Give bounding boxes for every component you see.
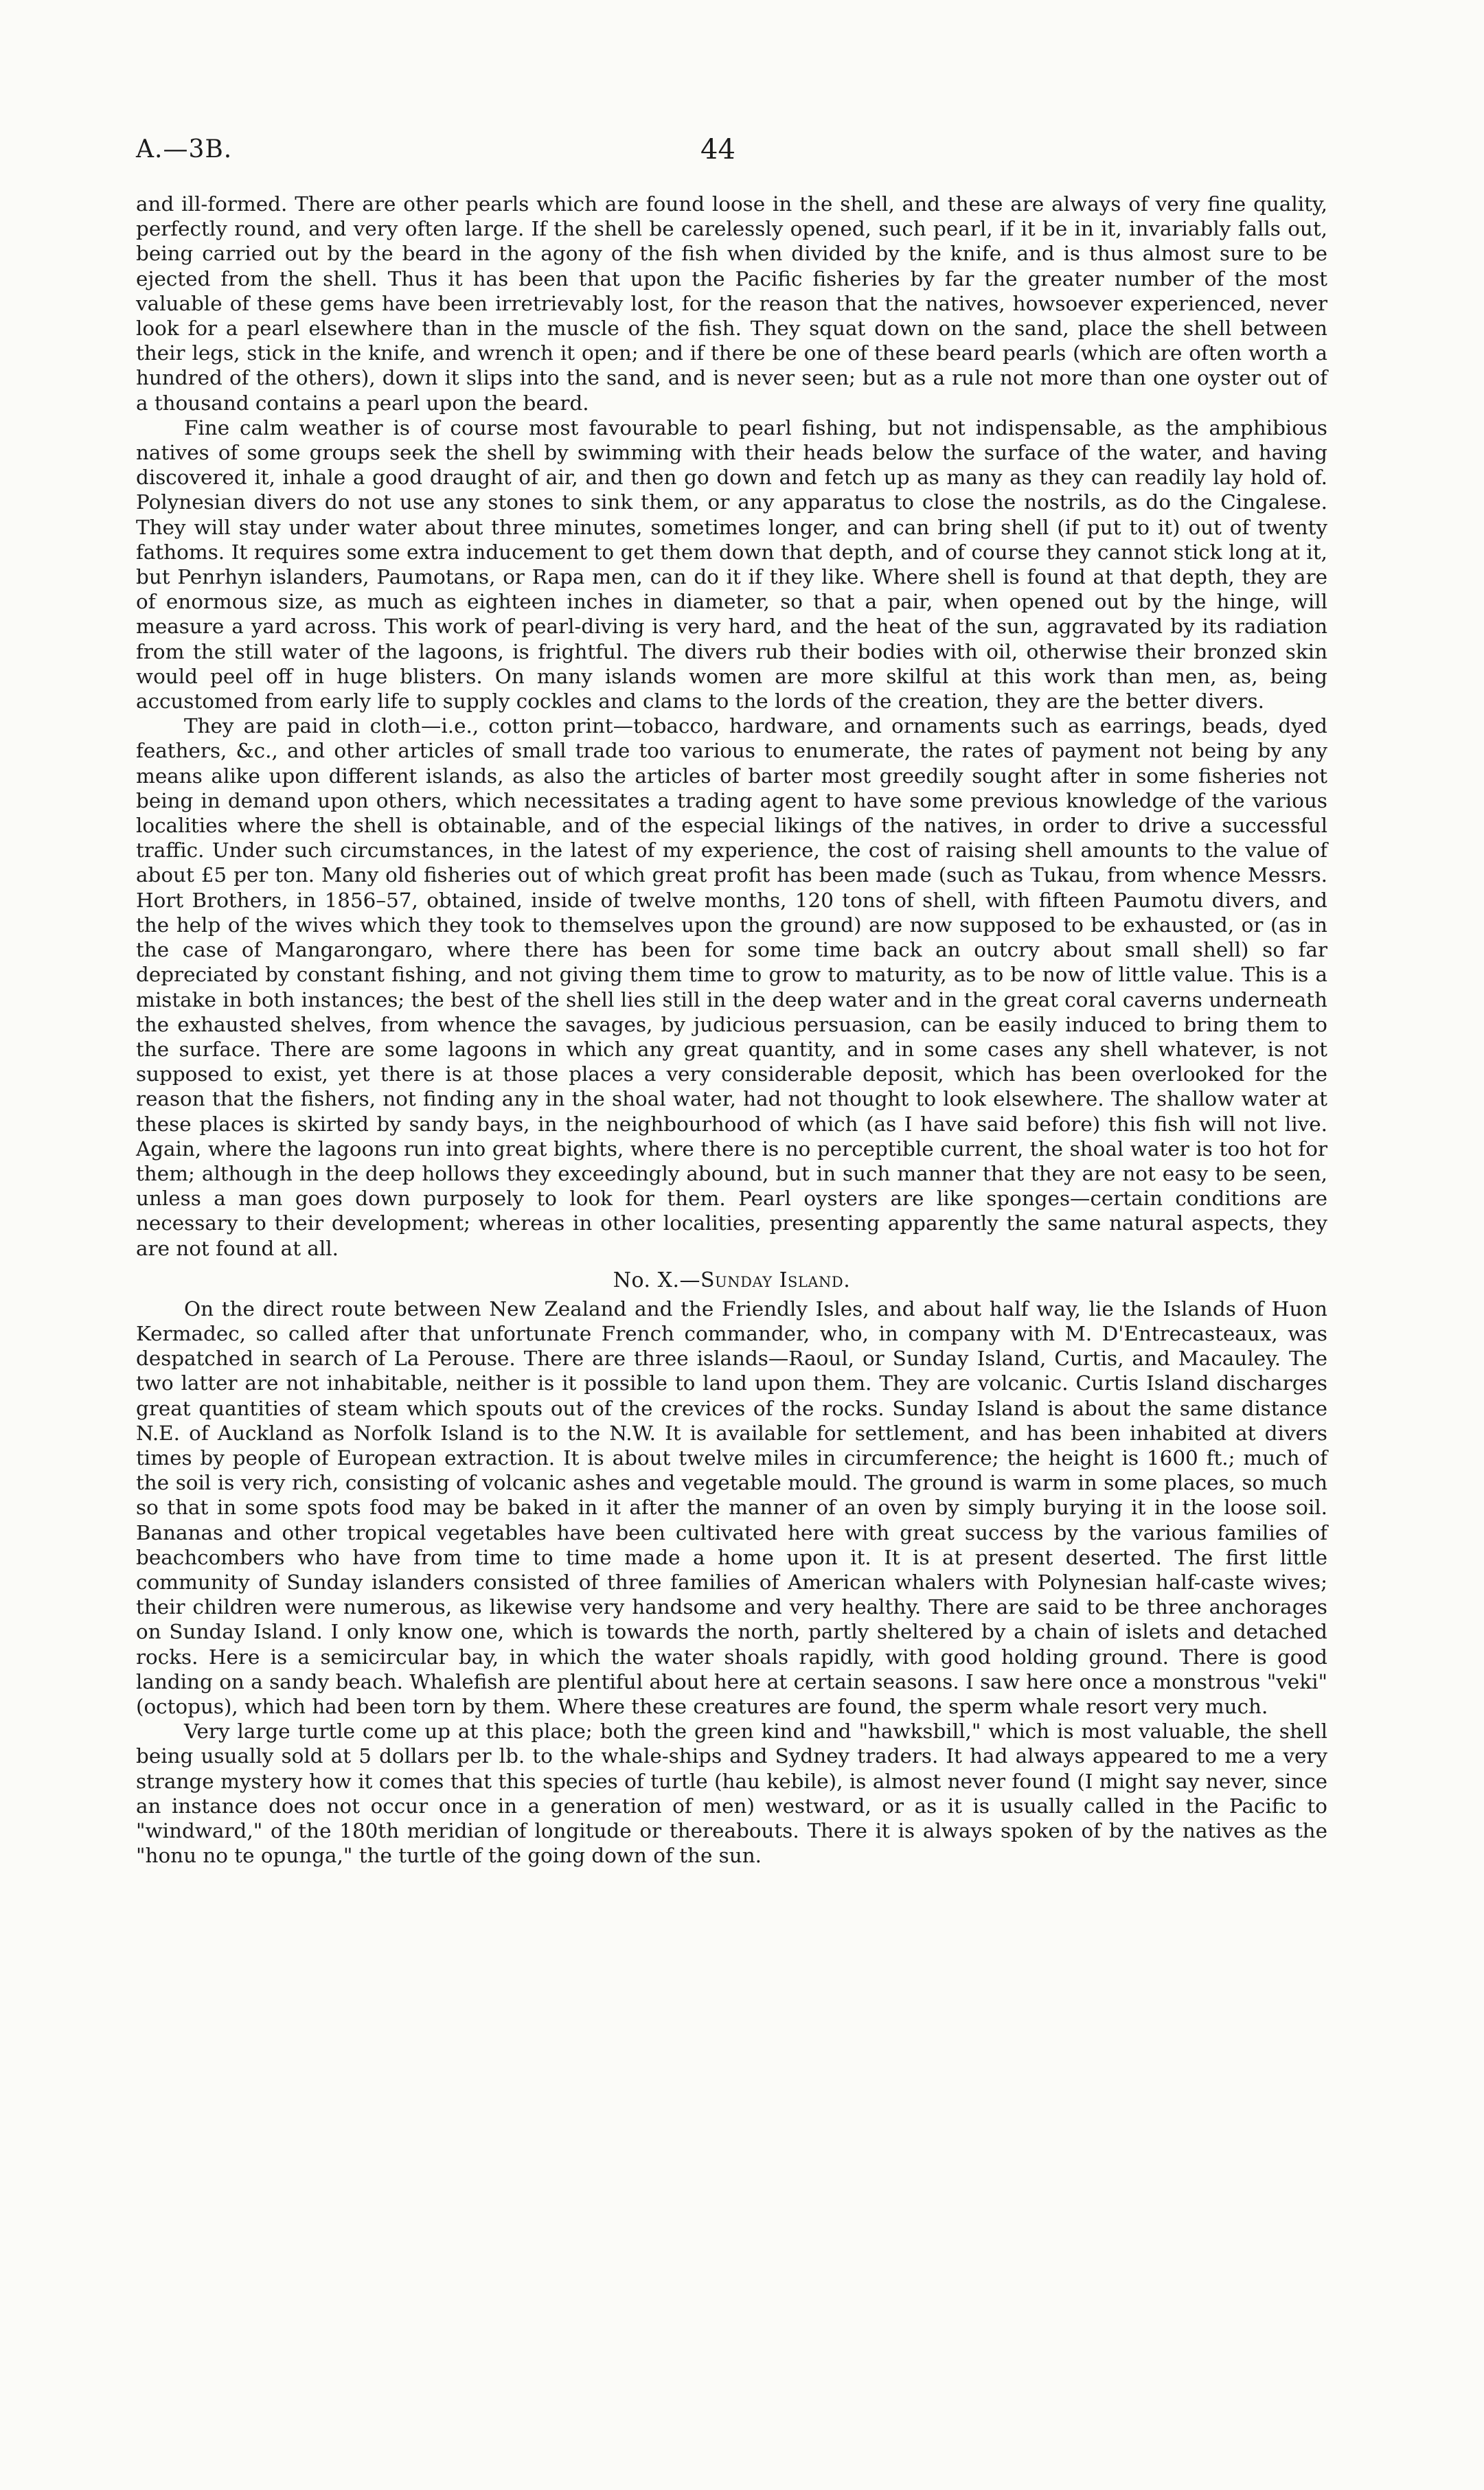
paragraph-continued: and ill-formed. There are other pearls which are found loose in the shell, and these are always of very fine quality, perfectly round, and very often large. If the shell be carelessly opened, such pearl, if it be in it, invariably falls out, being carried out by the beard in the agony of the fish when divided by the knife, and is thus almost sure to be ejected from the shell. Thus it has been that upon the Pacific fisheries by far the greater number of the most valuable of these gems have been irretrievably lost, for the reason that the natives, howsoever experienced, never look for a pearl elsewhere than in the muscle of the fish. They squat down on the sand, place the shell between their legs, stick in the knife, and wrench it open; and if there be one of these beard pearls (which are often worth a hundred of the others), down it slips into the sand, and is never seen; but as a rule not more than one oyster out of a thousand contains a pearl upon the beard. xyxy=(136,192,1327,415)
paragraph-pearl-diving: Fine calm weather is of course most favourable to pearl fishing, but not indispensable, as the amphibious natives of some groups seek the shell by swimming with their heads below the surface of the water, and having discovered it, inhale a good draught of air, and then go down and fetch up as many as they can readily lay hold of. Polynesian divers do not use any stones to sink them, or any apparatus to close the nostrils, as do the Cingalese. They will stay under water about three minutes, sometimes longer, and can bring shell (if put to it) out of twenty fathoms. It requires some extra inducement to get them down that depth, and of course they cannot stick long at it, but Penrhyn islanders, Paumotans, or Rapa men, can do it if they like. Where shell is found at that depth, they are of enormous size, as much as eighteen inches in diameter, so that a pair, when opened out by the hinge, will measure a yard across. This work of pearl-diving is very hard, and the heat of the sun, aggravated by its radiation from the still water of the lagoons, is frightful. The divers rub their bodies with oil, otherwise their bronzed skin would peel off in huge blisters. On many islands women are more skilful at this work than men, as, being accustomed from early life to supply cockles and clams to the lords of the creation, they are the better divers. xyxy=(136,415,1327,713)
document-page xyxy=(136,127,1327,1868)
paragraph-turtle: Very large turtle come up at this place; both the green kind and "hawksbill," which is most valuable, the shell being usually sold at 5 dollars per lb. to the whale-ships and Sydney traders. It had always appeared to me a very strange mystery how it comes that this species of turtle (hau kebile), is almost never found (I might say never, since an instance does not occur once in a generation of men) westward, or as it is usually called in the Pacific to "windward," of the 180th meridian of longitude or thereabouts. There it is always spoken of by the natives as the "honu no te opunga," the turtle of the going down of the sun. xyxy=(136,1720,1327,1868)
section-heading xyxy=(136,1268,1327,1294)
document-reference: A.—3B. xyxy=(136,135,233,163)
section-number: No. X.— xyxy=(613,1268,700,1292)
paragraph-sunday-island: On the direct route between New Zealand and the Friendly Isles, and about half way, lie the Islands of Huon Kermadec, so called after that unfortunate French commander, who, in company with M. D'Entrecasteaux, was despatched in search of La Perouse. There are three islands—Raoul, or Sunday Island, Curtis, and Macauley. The two latter are not inhabitable, neither is it possible to land upon them. They are volcanic. Curtis Island discharges great quantities of steam which spouts out of the crevices of the rocks. Sunday Island is about the same distance N.E. of Auckland as Norfolk Island is to the N.W. It is available for settlement, and has been inhabited at divers times by people of European extraction. It is about twelve miles in circumference; the height is 1600 ft.; much of the soil is very rich, consisting of volcanic ashes and vegetable mould. The ground is warm in some places, so much so that in some spots food may be baked in it after the manner of an oven by simply burying it in the loose soil. Bananas and other tropical vegetables have been cultivated here with great success by the various families of beachcombers who have from time to time made a home upon it. It is at present deserted. The first little community of Sunday islanders consisted of three families of American whalers with Polynesian half-caste wives; their children were numerous, as likewise very handsome and very healthy. There are said to be three anchorages on Sunday Island. I only know one, which is towards the north, partly sheltered by a chain of islets and detached rocks. Here is a semicircular bay, in which the water shoals rapidly, with good holding ground. There is good landing on a sandy beach. Whalefish are plentiful about here at certain seasons. I saw here once a monstrous "veki" (octopus), which had been torn by them. Where these creatures are found, the sperm whale resort very much. xyxy=(136,1297,1327,1718)
paragraph-payment: They are paid in cloth—i.e., cotton print—tobacco, hardware, and ornaments such as earrings, beads, dyed feathers, &c., and other articles of small trade too various to enumerate, the rates of payment not being by any means alike upon different islands, as also the articles of barter most greedily sought after in some fisheries not being in demand upon others, which necessitates a trading agent to have some previous knowledge of the various localities where the shell is obtainable, and of the especial likings of the natives, in order to drive a successful traffic. Under such circumstances, in the latest of my experience, the cost of raising shell amounts to the value of about £5 per ton. Many old fisheries out of which great profit has been made (such as Tukau, from whence Messrs. Hort Brothers, in 1856–57, obtained, inside of twelve months, 120 tons of shell, with fifteen Paumotu divers, and the help of the wives which they took to themselves upon the ground) are now supposed to be exhausted, or (as in the case of Mangarongaro, where there has been for some time back an outcry about small shell) so far depreciated by constant fishing, and not giving them time to grow to maturity, as to be now of little value. This is a mistake in both instances; the best of the shell lies still in the deep water and in the great coral caverns underneath the exhausted shelves, from whence the savages, by judicious persuasion, can be easily induced to bring them to the surface. There are some lagoons in which any great quantity, and in some cases any shell whatever, is not supposed to exist, yet there is at those places a very considerable deposit, which has been overlooked for the reason that the fishers, not finding any in the shoal water, had not thought to look elsewhere. The shallow water at these places is skirted by sandy bays, in the neighbourhood of which (as I have said before) this fish will not live. Again, where the lagoons run into great bights, where there is no perceptible current, the shoal water is too hot for them; although in the deep hollows they exceedingly abound, but in such manner that they are not easy to be seen, unless a man goes down purposely to look for them. Pearl oysters are like sponges—certain conditions are necessary to their development; whereas in other localities, presenting apparently the same natural aspects, they are not found at all. xyxy=(136,714,1327,1260)
body-text xyxy=(136,192,1327,1868)
section-title: Sunday Island. xyxy=(700,1268,851,1292)
page-number: 44 xyxy=(700,134,735,165)
page-header xyxy=(136,127,1327,182)
